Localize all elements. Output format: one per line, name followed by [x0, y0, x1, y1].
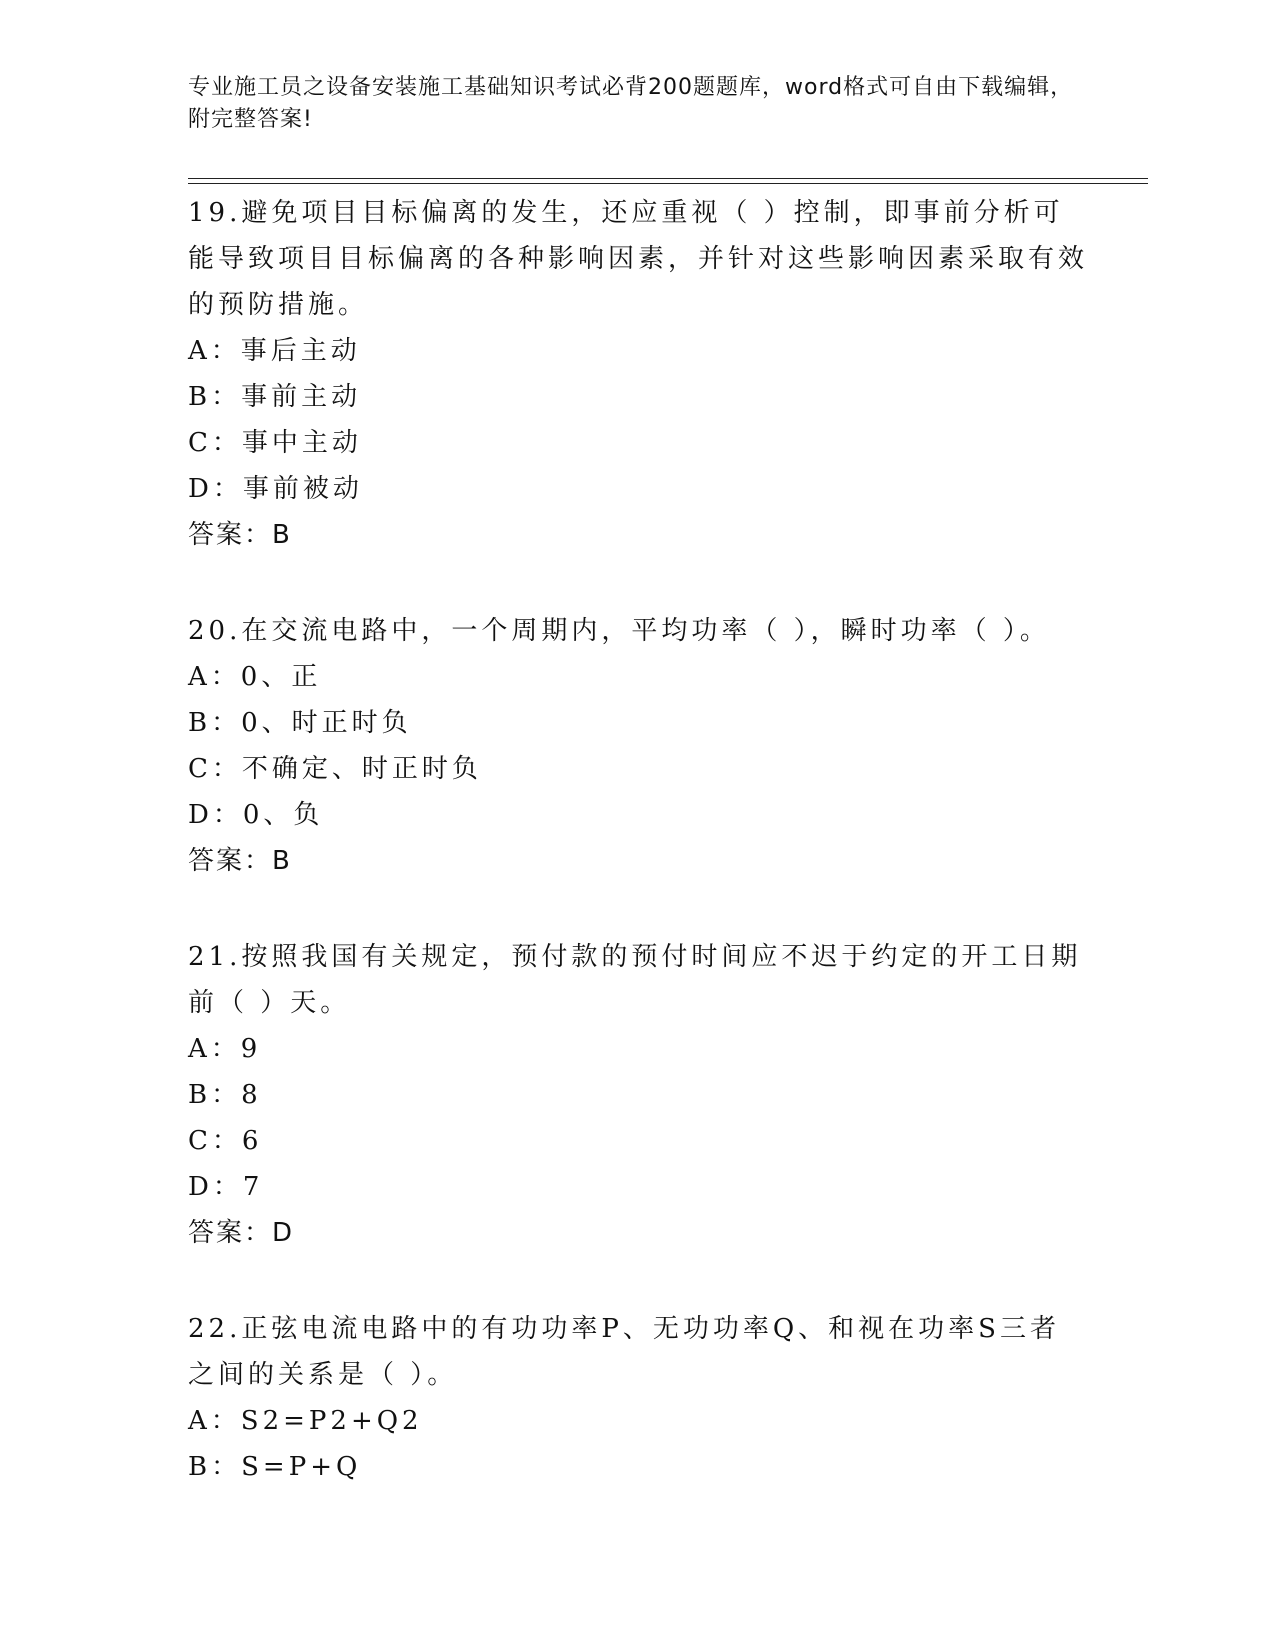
answer-line: 答案：B [188, 846, 292, 876]
option-b: B：0、时正时负 [188, 708, 412, 738]
question-20 [188, 608, 1088, 884]
question-19 [188, 190, 1088, 558]
question-stem: 19.避免项目目标偏离的发生，还应重视（ ）控制，即事前分析可能导致项目目标偏离的各种影响因素，并针对这些影响因素采取有效的预防措施。 [188, 198, 1089, 320]
header-divider-bottom [188, 183, 1148, 184]
header-divider-top [188, 178, 1148, 179]
question-stem: 21.按照我国有关规定，预付款的预付时间应不迟于约定的开工日期前（ ）天。 [188, 942, 1082, 1018]
option-c: C：6 [188, 1126, 263, 1156]
option-b: B：8 [188, 1080, 262, 1110]
option-a: A：事后主动 [188, 336, 361, 366]
option-b: B：事前主动 [188, 382, 362, 412]
question-stem: 20.在交流电路中，一个周期内，平均功率（ ），瞬时功率（ ）。 [188, 616, 1050, 646]
option-a: A：9 [188, 1034, 262, 1064]
option-d: D：事前被动 [188, 474, 363, 504]
option-c: C：不确定、时正时负 [188, 754, 482, 784]
answer-line: 答案：B [188, 520, 292, 550]
option-c: C：事中主动 [188, 428, 362, 458]
option-d: D：7 [188, 1172, 264, 1202]
option-d: D：0、负 [188, 800, 324, 830]
option-a: A：0、正 [188, 662, 322, 692]
option-b: B：S=P+Q [188, 1452, 362, 1482]
question-22 [188, 1306, 1088, 1490]
question-list [188, 190, 1088, 1540]
question-stem: 22.正弦电流电路中的有功功率P、无功功率Q、和视在功率S三者之间的关系是（ ）。 [188, 1314, 1060, 1390]
question-21 [188, 934, 1088, 1256]
document-header: 专业施工员之设备安装施工基础知识考试必背200题题库，word格式可自由下载编辑，附完整答案! [188, 75, 1074, 132]
option-a: A：S2=P2+Q2 [188, 1406, 423, 1436]
answer-line: 答案：D [188, 1218, 295, 1248]
